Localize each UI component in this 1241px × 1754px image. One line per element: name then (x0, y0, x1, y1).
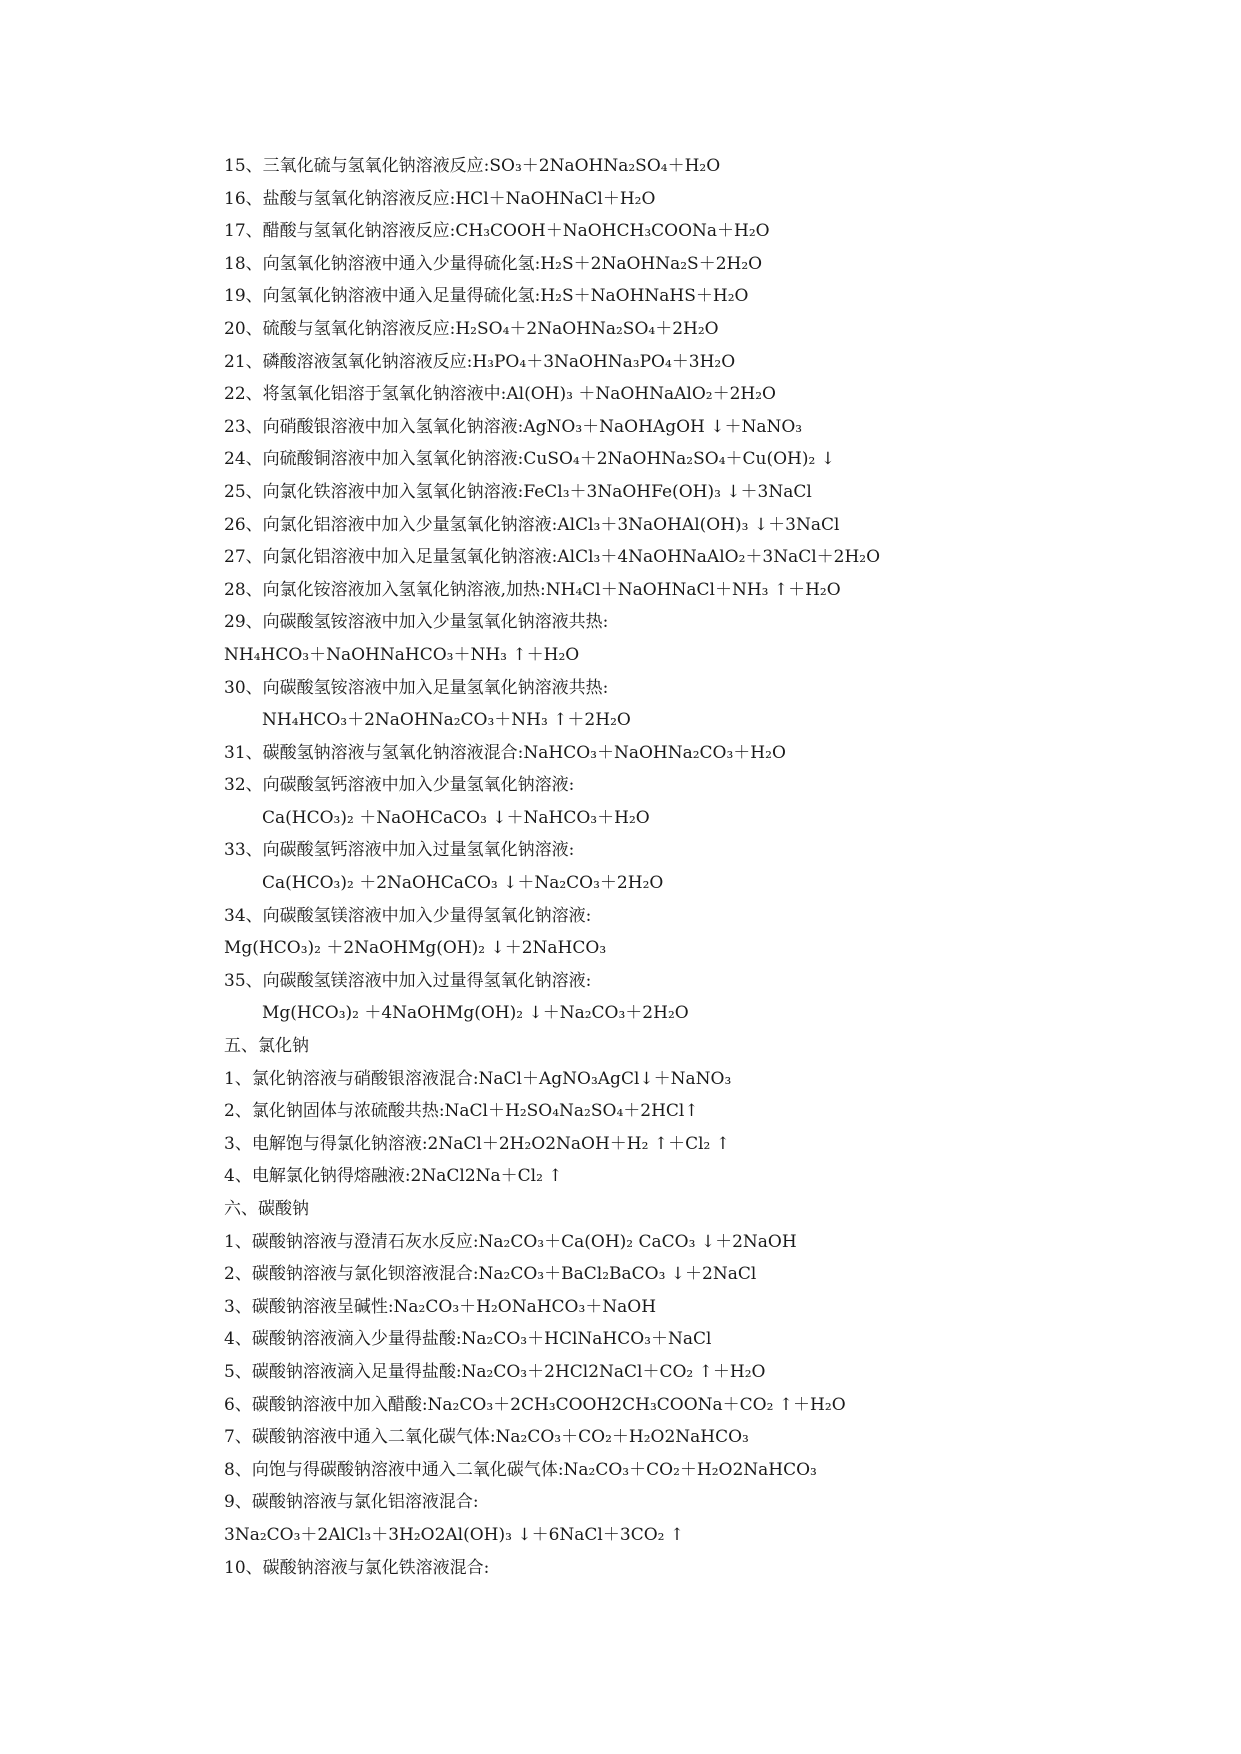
equation-list (224, 150, 1204, 1584)
text-line: Mg(HCO₃)₂ ＋4NaOHMg(OH)₂ ↓＋Na₂CO₃＋2H₂O (262, 1003, 689, 1024)
text-line: 20、硫酸与氢氧化钠溶液反应:H₂SO₄＋2NaOHNa₂SO₄＋2H₂O (224, 318, 719, 339)
text-line: Mg(HCO₃)₂ ＋2NaOHMg(OH)₂ ↓＋2NaHCO₃ (224, 938, 607, 959)
text-line: 19、向氢氧化钠溶液中通入足量得硫化氢:H₂S＋NaOHNaHS＋H₂O (224, 286, 749, 307)
text-line: 5、碳酸钠溶液滴入足量得盐酸:Na₂CO₃＋2HCl2NaCl＋CO₂ ↑＋H₂O (224, 1361, 766, 1382)
text-line: 27、向氯化铝溶液中加入足量氢氧化钠溶液:AlCl₃＋4NaOHNaAlO₂＋3NaCl＋2H₂O (224, 547, 881, 568)
text-line: 7、碳酸钠溶液中通入二氧化碳气体:Na₂CO₃＋CO₂＋H₂O2NaHCO₃ (224, 1427, 749, 1448)
text-line: 8、向饱与得碳酸钠溶液中通入二氧化碳气体:Na₂CO₃＋CO₂＋H₂O2NaHCO₃ (224, 1459, 817, 1480)
text-line: 30、向碳酸氢铵溶液中加入足量氢氧化钠溶液共热: (224, 677, 609, 698)
text-line: 16、盐酸与氢氧化钠溶液反应:HCl＋NaOHNaCl＋H₂O (224, 188, 656, 209)
text-line: 33、向碳酸氢钙溶液中加入过量氢氧化钠溶液: (224, 840, 575, 861)
text-line: 2、碳酸钠溶液与氯化钡溶液混合:Na₂CO₃＋BaCl₂BaCO₃ ↓＋2NaCl (224, 1264, 757, 1285)
text-line: 23、向硝酸银溶液中加入氢氧化钠溶液:AgNO₃＋NaOHAgOH ↓＋NaNO₃ (224, 416, 803, 437)
text-line: 3、碳酸钠溶液呈碱性:Na₂CO₃＋H₂ONaHCO₃＋NaOH (224, 1296, 657, 1317)
text-line: 6、碳酸钠溶液中加入醋酸:Na₂CO₃＋2CH₃COOH2CH₃COONa＋CO₂ ↑＋H₂O (224, 1394, 846, 1415)
text-line: Ca(HCO₃)₂ ＋NaOHCaCO₃ ↓＋NaHCO₃＋H₂O (262, 807, 650, 828)
text-line: 9、碳酸钠溶液与氯化铝溶液混合: (224, 1492, 479, 1513)
text-line: 26、向氯化铝溶液中加入少量氢氧化钠溶液:AlCl₃＋3NaOHAl(OH)₃ ↓＋3NaCl (224, 514, 840, 535)
text-line: 1、碳酸钠溶液与澄清石灰水反应:Na₂CO₃＋Ca(OH)₂ CaCO₃ ↓＋2NaOH (224, 1231, 797, 1252)
text-line: 2、氯化钠固体与浓硫酸共热:NaCl＋H₂SO₄Na₂SO₄＋2HCl↑ (224, 1101, 699, 1122)
text-line: NH₄HCO₃＋NaOHNaHCO₃＋NH₃ ↑＋H₂O (224, 644, 580, 665)
text-line: 35、向碳酸氢镁溶液中加入过量得氢氧化钠溶液: (224, 970, 592, 991)
text-line: NH₄HCO₃＋2NaOHNa₂CO₃＋NH₃ ↑＋2H₂O (262, 710, 631, 731)
text-line: 17、醋酸与氢氧化钠溶液反应:CH₃COOH＋NaOHCH₃COONa＋H₂O (224, 221, 770, 242)
text-line: 24、向硫酸铜溶液中加入氢氧化钠溶液:CuSO₄＋2NaOHNa₂SO₄＋Cu(OH)₂ ↓ (224, 449, 835, 470)
text-line: 4、碳酸钠溶液滴入少量得盐酸:Na₂CO₃＋HClNaHCO₃＋NaCl (224, 1329, 712, 1350)
text-line: 3Na₂CO₃＋2AlCl₃＋3H₂O2Al(OH)₃ ↓＋6NaCl＋3CO₂ ↑ (224, 1524, 685, 1545)
text-line: 32、向碳酸氢钙溶液中加入少量氢氧化钠溶液: (224, 775, 575, 796)
text-line: 4、电解氯化钠得熔融液:2NaCl2Na＋Cl₂ ↑ (224, 1166, 563, 1187)
text-line: 31、碳酸氢钠溶液与氢氧化钠溶液混合:NaHCO₃＋NaOHNa₂CO₃＋H₂O (224, 742, 786, 763)
text-line: Ca(HCO₃)₂ ＋2NaOHCaCO₃ ↓＋Na₂CO₃＋2H₂O (262, 873, 664, 894)
text-line: 15、三氧化硫与氢氧化钠溶液反应:SO₃＋2NaOHNa₂SO₄＋H₂O (224, 156, 721, 176)
text-line: 34、向碳酸氢镁溶液中加入少量得氢氧化钠溶液: (224, 905, 592, 926)
text-line: 1、氯化钠溶液与硝酸银溶液混合:NaCl＋AgNO₃AgCl↓＋NaNO₃ (224, 1068, 732, 1089)
text-line: 五、氯化钠 (224, 1036, 309, 1057)
text-line: 28、向氯化铵溶液加入氢氧化钠溶液,加热:NH₄Cl＋NaOHNaCl＋NH₃ ↑＋H₂O (224, 579, 841, 600)
text-line: 六、碳酸钠 (224, 1199, 309, 1219)
text-line: 22、将氢氧化铝溶于氢氧化钠溶液中:Al(OH)₃ ＋NaOHNaAlO₂＋2H₂O (224, 384, 776, 405)
text-line: 25、向氯化铁溶液中加入氢氧化钠溶液:FeCl₃＋3NaOHFe(OH)₃ ↓＋3NaCl (224, 481, 812, 502)
text-line: 3、电解饱与得氯化钠溶液:2NaCl＋2H₂O2NaOH＋H₂ ↑＋Cl₂ ↑ (224, 1133, 730, 1154)
text-line: 21、磷酸溶液氢氧化钠溶液反应:H₃PO₄＋3NaOHNa₃PO₄＋3H₂O (224, 351, 736, 372)
text-line: 29、向碳酸氢铵溶液中加入少量氢氧化钠溶液共热: (224, 612, 609, 633)
text-line: 18、向氢氧化钠溶液中通入少量得硫化氢:H₂S＋2NaOHNa₂S＋2H₂O (224, 253, 763, 274)
text-line: 10、碳酸钠溶液与氯化铁溶液混合: (224, 1557, 490, 1578)
